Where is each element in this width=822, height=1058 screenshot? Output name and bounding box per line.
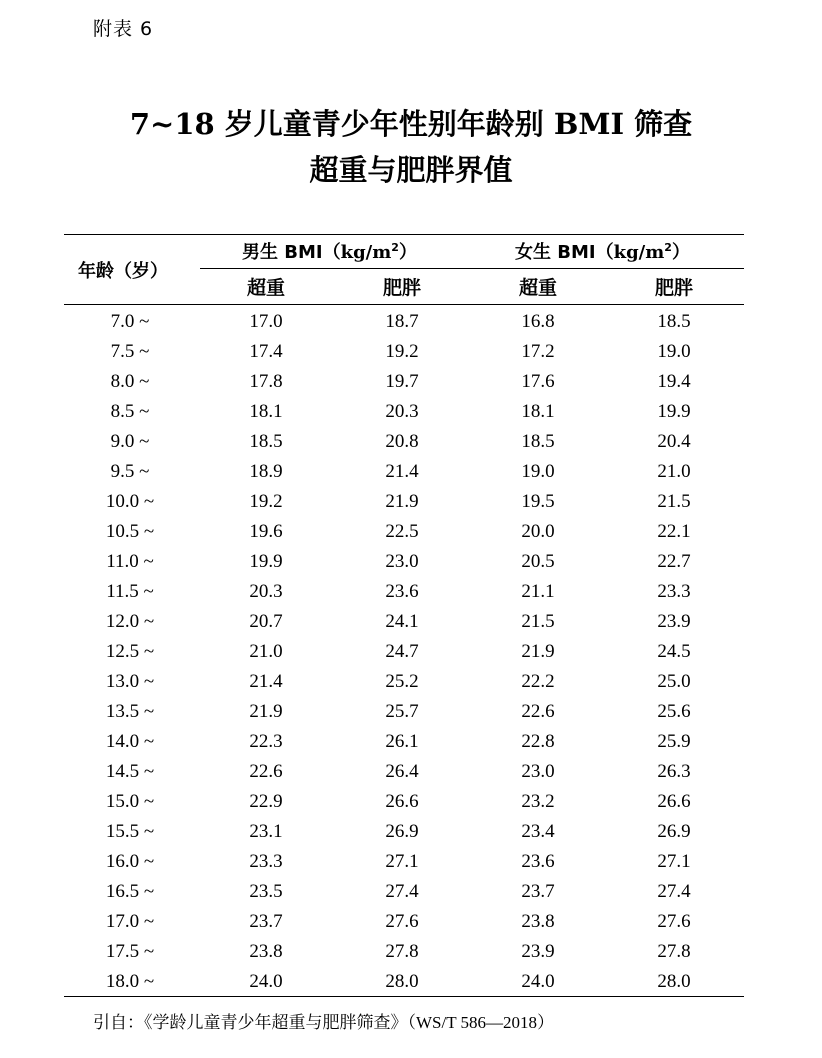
source-citation	[93, 1012, 554, 1034]
male-overweight-cell: 23.7	[249, 911, 283, 932]
female-obese-cell: 28.0	[657, 971, 691, 992]
male-obese-cell: 20.8	[385, 431, 419, 452]
appendix-label: 附表 6	[93, 18, 154, 40]
age-cell: 9.0 ~	[110, 431, 150, 452]
female-obese-cell: 27.1	[657, 851, 691, 872]
female-overweight-cell: 17.6	[521, 371, 555, 392]
table-row	[64, 668, 744, 698]
male-obese-cell: 27.1	[385, 851, 419, 872]
age-cell: 17.5 ~	[105, 941, 155, 962]
male-overweight-cell: 17.0	[249, 311, 283, 332]
citation-prefix: 引自：《学龄儿童青少年超重与肥胖筛查》（	[93, 1013, 416, 1033]
table-row	[64, 518, 744, 548]
male-obese-cell: 19.7	[385, 371, 419, 392]
female-overweight-header: 超重	[518, 277, 557, 299]
age-cell: 14.5 ~	[105, 761, 155, 782]
table-row	[64, 488, 744, 518]
female-obese-cell: 22.1	[657, 521, 691, 542]
male-overweight-cell: 24.0	[249, 971, 283, 992]
female-obese-cell: 24.5	[657, 641, 691, 662]
female-bmi-unit: kg/m	[613, 242, 665, 263]
age-cell: 14.0 ~	[105, 731, 155, 752]
female-obese-cell: 23.3	[657, 581, 691, 602]
table-row	[64, 698, 744, 728]
table-row	[64, 968, 744, 998]
table-row	[64, 818, 744, 848]
female-overweight-cell: 17.2	[521, 341, 555, 362]
age-cell: 16.5 ~	[105, 881, 155, 902]
age-cell: 8.0 ~	[110, 371, 150, 392]
female-overweight-cell: 23.9	[521, 941, 555, 962]
male-bmi-unit: kg/m	[340, 242, 392, 263]
female-overweight-cell: 22.6	[521, 701, 555, 722]
female-bmi-header-text: 女生 BMI（	[515, 242, 614, 263]
male-bmi-header-text: 男生 BMI（	[242, 242, 341, 263]
male-overweight-cell: 17.4	[249, 341, 283, 362]
age-cell: 8.5 ~	[110, 401, 150, 422]
male-obese-header: 肥胖	[382, 277, 421, 299]
male-bmi-header	[242, 243, 417, 263]
male-obese-cell: 27.4	[385, 881, 419, 902]
male-obese-cell: 19.2	[385, 341, 419, 362]
female-overweight-cell: 23.7	[521, 881, 555, 902]
male-obese-cell: 28.0	[385, 971, 419, 992]
male-overweight-cell: 20.7	[249, 611, 283, 632]
table-row	[64, 878, 744, 908]
female-bmi-header-close: ）	[671, 242, 690, 263]
age-cell: 15.0 ~	[105, 791, 155, 812]
female-overweight-cell: 21.9	[521, 641, 555, 662]
male-overweight-cell: 23.8	[249, 941, 283, 962]
document-title-line-1: 7~18 岁儿童青少年性别年龄别 BMI 筛查	[129, 107, 693, 141]
document-title-line-2: 超重与肥胖界值	[309, 153, 513, 187]
table-row	[64, 728, 744, 758]
female-overweight-cell: 20.0	[521, 521, 555, 542]
male-obese-cell: 24.7	[385, 641, 419, 662]
table-row	[64, 428, 744, 458]
female-overweight-cell: 24.0	[521, 971, 555, 992]
age-cell: 17.0 ~	[105, 911, 155, 932]
male-overweight-cell: 18.1	[249, 401, 283, 422]
male-overweight-cell: 22.3	[249, 731, 283, 752]
male-bmi-header-close: ）	[398, 242, 417, 263]
age-cell: 12.0 ~	[105, 611, 155, 632]
table-row	[64, 458, 744, 488]
male-overweight-cell: 20.3	[249, 581, 283, 602]
female-overweight-cell: 23.8	[521, 911, 555, 932]
age-cell: 13.5 ~	[105, 701, 155, 722]
female-overweight-cell: 23.0	[521, 761, 555, 782]
male-obese-cell: 26.9	[385, 821, 419, 842]
male-overweight-cell: 19.9	[249, 551, 283, 572]
male-overweight-cell: 21.9	[249, 701, 283, 722]
female-bmi-header	[515, 243, 690, 263]
female-overweight-cell: 22.8	[521, 731, 555, 752]
female-overweight-cell: 23.4	[521, 821, 555, 842]
age-cell: 12.5 ~	[105, 641, 155, 662]
male-overweight-header: 超重	[246, 277, 285, 299]
female-obese-cell: 21.0	[657, 461, 691, 482]
table-row	[64, 398, 744, 428]
table-row	[64, 758, 744, 788]
table-row	[64, 908, 744, 938]
age-cell: 18.0 ~	[105, 971, 155, 992]
male-overweight-cell: 23.5	[249, 881, 283, 902]
male-overweight-cell: 19.6	[249, 521, 283, 542]
male-overweight-cell: 18.5	[249, 431, 283, 452]
male-overweight-cell: 17.8	[249, 371, 283, 392]
male-obese-cell: 18.7	[385, 311, 419, 332]
female-overweight-cell: 23.6	[521, 851, 555, 872]
female-overweight-cell: 19.5	[521, 491, 555, 512]
male-overweight-cell: 23.3	[249, 851, 283, 872]
male-overweight-cell: 22.9	[249, 791, 283, 812]
male-obese-cell: 26.1	[385, 731, 419, 752]
male-bmi-unit-exponent: 2	[391, 241, 399, 254]
table-row	[64, 578, 744, 608]
male-overweight-cell: 21.4	[249, 671, 283, 692]
female-obese-cell: 26.3	[657, 761, 691, 782]
table-row	[64, 308, 744, 338]
female-obese-cell: 22.7	[657, 551, 691, 572]
female-overweight-cell: 18.5	[521, 431, 555, 452]
male-obese-cell: 26.4	[385, 761, 419, 782]
table-body	[64, 308, 744, 998]
table-row	[64, 788, 744, 818]
female-obese-cell: 18.5	[657, 311, 691, 332]
female-obese-cell: 27.6	[657, 911, 691, 932]
male-obese-cell: 20.3	[385, 401, 419, 422]
age-cell: 13.0 ~	[105, 671, 155, 692]
male-obese-cell: 25.7	[385, 701, 419, 722]
female-overweight-cell: 21.5	[521, 611, 555, 632]
table-row	[64, 638, 744, 668]
citation-suffix: ）	[537, 1013, 555, 1033]
header-bottom-rule	[64, 304, 744, 305]
male-overweight-cell: 21.0	[249, 641, 283, 662]
female-obese-cell: 27.8	[657, 941, 691, 962]
female-obese-cell: 19.4	[657, 371, 691, 392]
female-obese-cell: 19.0	[657, 341, 691, 362]
group-header-rule	[200, 268, 744, 269]
table-row	[64, 548, 744, 578]
female-obese-cell: 25.9	[657, 731, 691, 752]
female-overweight-cell: 19.0	[521, 461, 555, 482]
table-row	[64, 848, 744, 878]
table-row	[64, 938, 744, 968]
age-cell: 10.5 ~	[105, 521, 155, 542]
female-overweight-cell: 22.2	[521, 671, 555, 692]
table-row	[64, 608, 744, 638]
female-obese-cell: 20.4	[657, 431, 691, 452]
male-overweight-cell: 23.1	[249, 821, 283, 842]
female-obese-cell: 19.9	[657, 401, 691, 422]
female-obese-cell: 26.9	[657, 821, 691, 842]
age-cell: 9.5 ~	[110, 461, 150, 482]
male-obese-cell: 27.8	[385, 941, 419, 962]
female-obese-cell: 27.4	[657, 881, 691, 902]
female-overweight-cell: 18.1	[521, 401, 555, 422]
female-overweight-cell: 23.2	[521, 791, 555, 812]
male-overweight-cell: 18.9	[249, 461, 283, 482]
female-obese-cell: 21.5	[657, 491, 691, 512]
male-obese-cell: 22.5	[385, 521, 419, 542]
age-cell: 11.0 ~	[106, 551, 154, 572]
male-overweight-cell: 19.2	[249, 491, 283, 512]
age-column-header: 年龄（岁）	[78, 261, 168, 282]
male-obese-cell: 23.6	[385, 581, 419, 602]
female-overweight-cell: 21.1	[521, 581, 555, 602]
male-obese-cell: 25.2	[385, 671, 419, 692]
citation-standard-code: WS/T 586—2018	[416, 1013, 538, 1032]
male-obese-cell: 21.9	[385, 491, 419, 512]
table-row	[64, 368, 744, 398]
male-obese-cell: 21.4	[385, 461, 419, 482]
age-cell: 7.5 ~	[110, 341, 150, 362]
male-obese-cell: 26.6	[385, 791, 419, 812]
age-cell: 16.0 ~	[105, 851, 155, 872]
age-cell: 7.0 ~	[110, 311, 150, 332]
male-obese-cell: 24.1	[385, 611, 419, 632]
female-obese-cell: 23.9	[657, 611, 691, 632]
age-cell: 11.5 ~	[106, 581, 154, 602]
male-obese-cell: 27.6	[385, 911, 419, 932]
female-obese-cell: 25.6	[657, 701, 691, 722]
female-obese-header: 肥胖	[654, 277, 693, 299]
age-cell: 10.0 ~	[105, 491, 155, 512]
male-overweight-cell: 22.6	[249, 761, 283, 782]
female-obese-cell: 25.0	[657, 671, 691, 692]
female-overweight-cell: 20.5	[521, 551, 555, 572]
male-obese-cell: 23.0	[385, 551, 419, 572]
female-obese-cell: 26.6	[657, 791, 691, 812]
age-cell: 15.5 ~	[105, 821, 155, 842]
female-bmi-unit-exponent: 2	[664, 241, 672, 254]
table-top-rule	[64, 234, 744, 235]
table-row	[64, 338, 744, 368]
female-overweight-cell: 16.8	[521, 311, 555, 332]
